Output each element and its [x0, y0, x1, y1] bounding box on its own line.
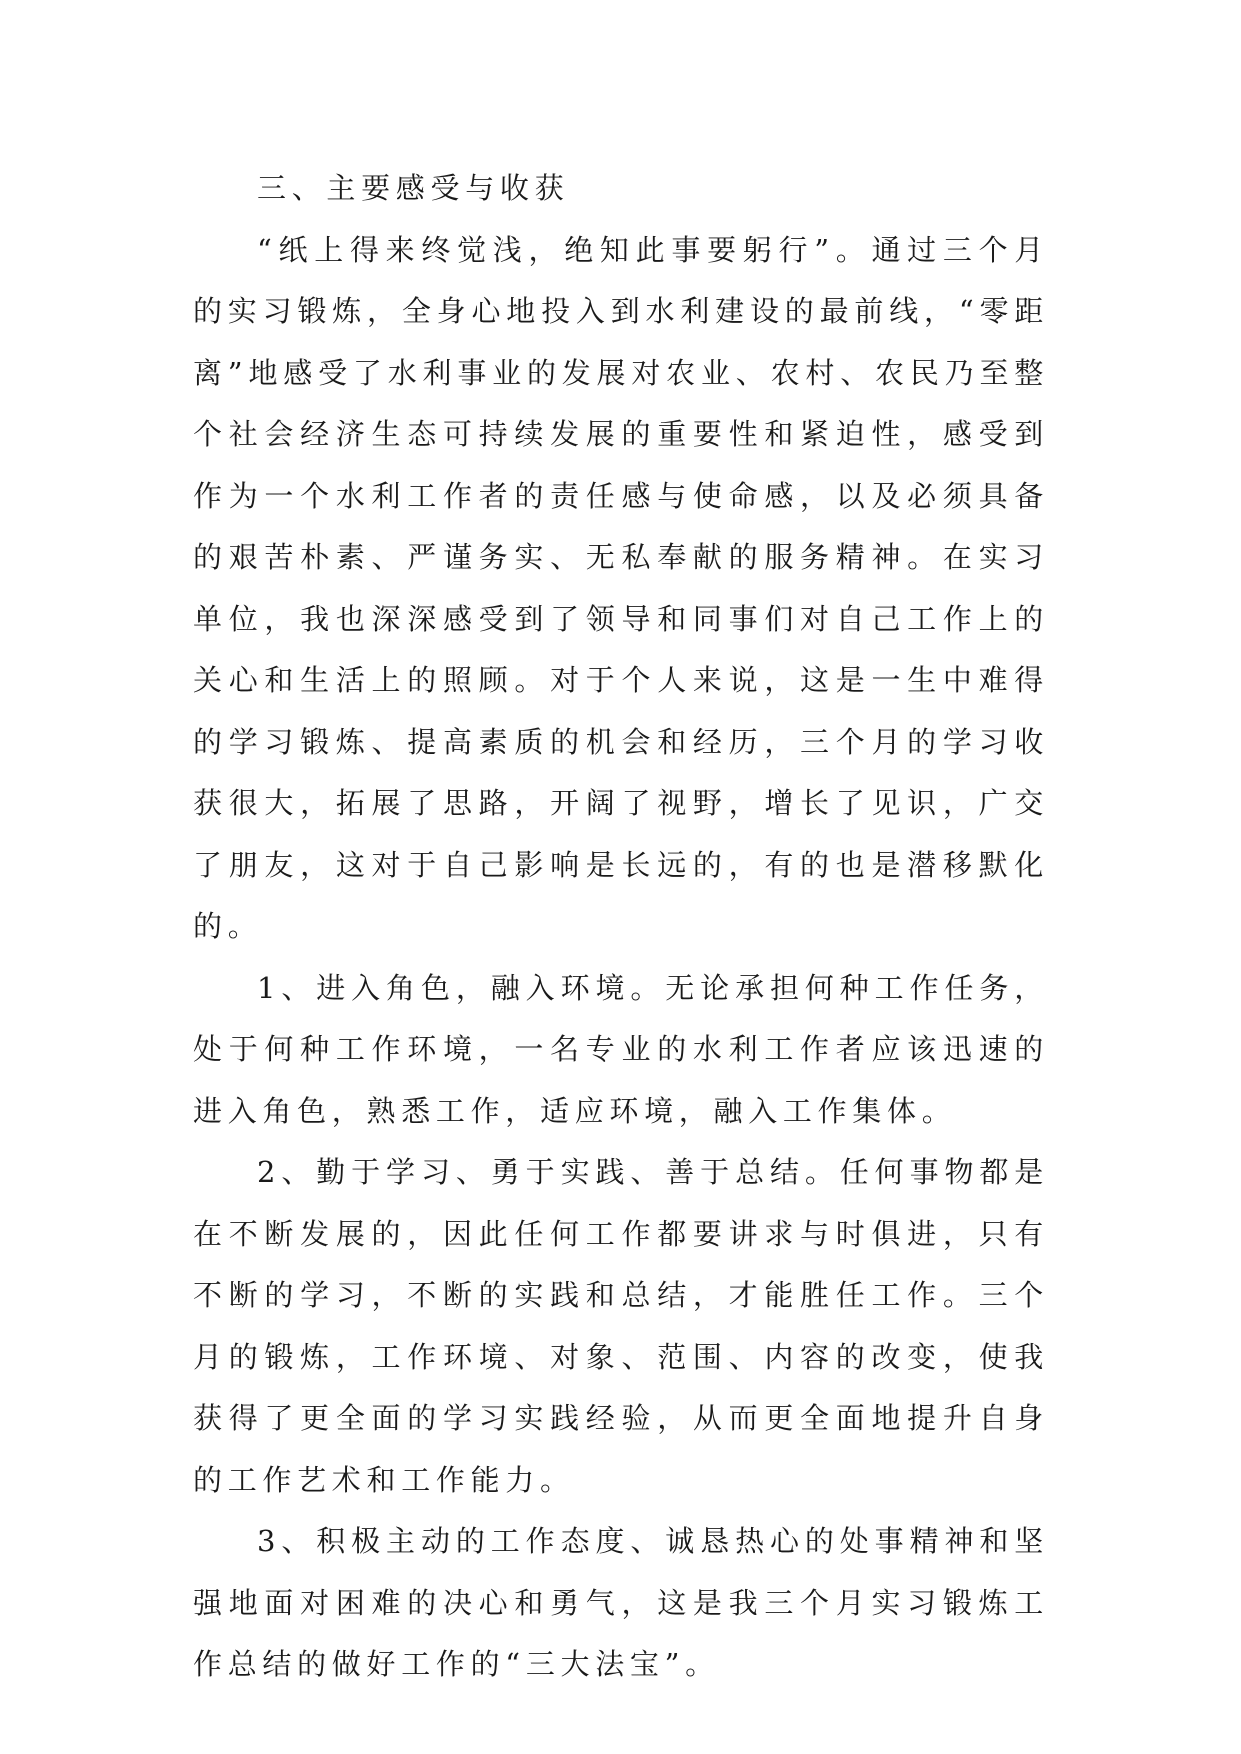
paragraph-point-2: 2、勤于学习、勇于实践、善于总结。任何事物都是在不断发展的，因此任何工作都要讲求与时俱进，只有不断的学习，不断的实践和总结，才能胜任工作。三个月的锻炼，工作环境、对象、范围、内容的改变，使我获得了更全面的学习实践经验，从而更全面地提升自身的工作艺术和工作能力。	[193, 1155, 1049, 1497]
section-heading: 三、主要感受与收获	[257, 171, 570, 205]
paragraph-reflection: “纸上得来终觉浅，绝知此事要躬行”。通过三个月的实习锻炼，全身心地投入到水利建设的最前线，“零距离”地感受了水利事业的发展对农业、农村、农民乃至整个社会经济生态可持续发展的重要性和紧迫性，感受到作为一个水利工作者的责任感与使命感，以及必须具备的艰苦朴素、严谨务实、无私奉献的服务精神。在实习单位，我也深深感受到了领导和同事们对自己工作上的关心和生活上的照顾。对于个人来说，这是一生中难得的学习锻炼、提高素质的机会和经历，三个月的学习收获很大，拓展了思路，开阔了视野，增长了见识，广交了朋友，这对于自己影响是长远的，有的也是潜移默化的。	[193, 232, 1049, 943]
paragraph-point-3: 3、积极主动的工作态度、诚恳热心的处事精神和坚强地面对困难的决心和勇气，这是我三个月实习锻炼工作总结的做好工作的“三大法宝”。	[193, 1524, 1049, 1681]
document-body	[193, 158, 1049, 1696]
paragraph-point-1: 1、进入角色，融入环境。无论承担何种工作任务，处于何种工作环境，一名专业的水利工作者应该迅速的进入角色，熟悉工作，适应环境，融入工作集体。	[193, 970, 1049, 1128]
